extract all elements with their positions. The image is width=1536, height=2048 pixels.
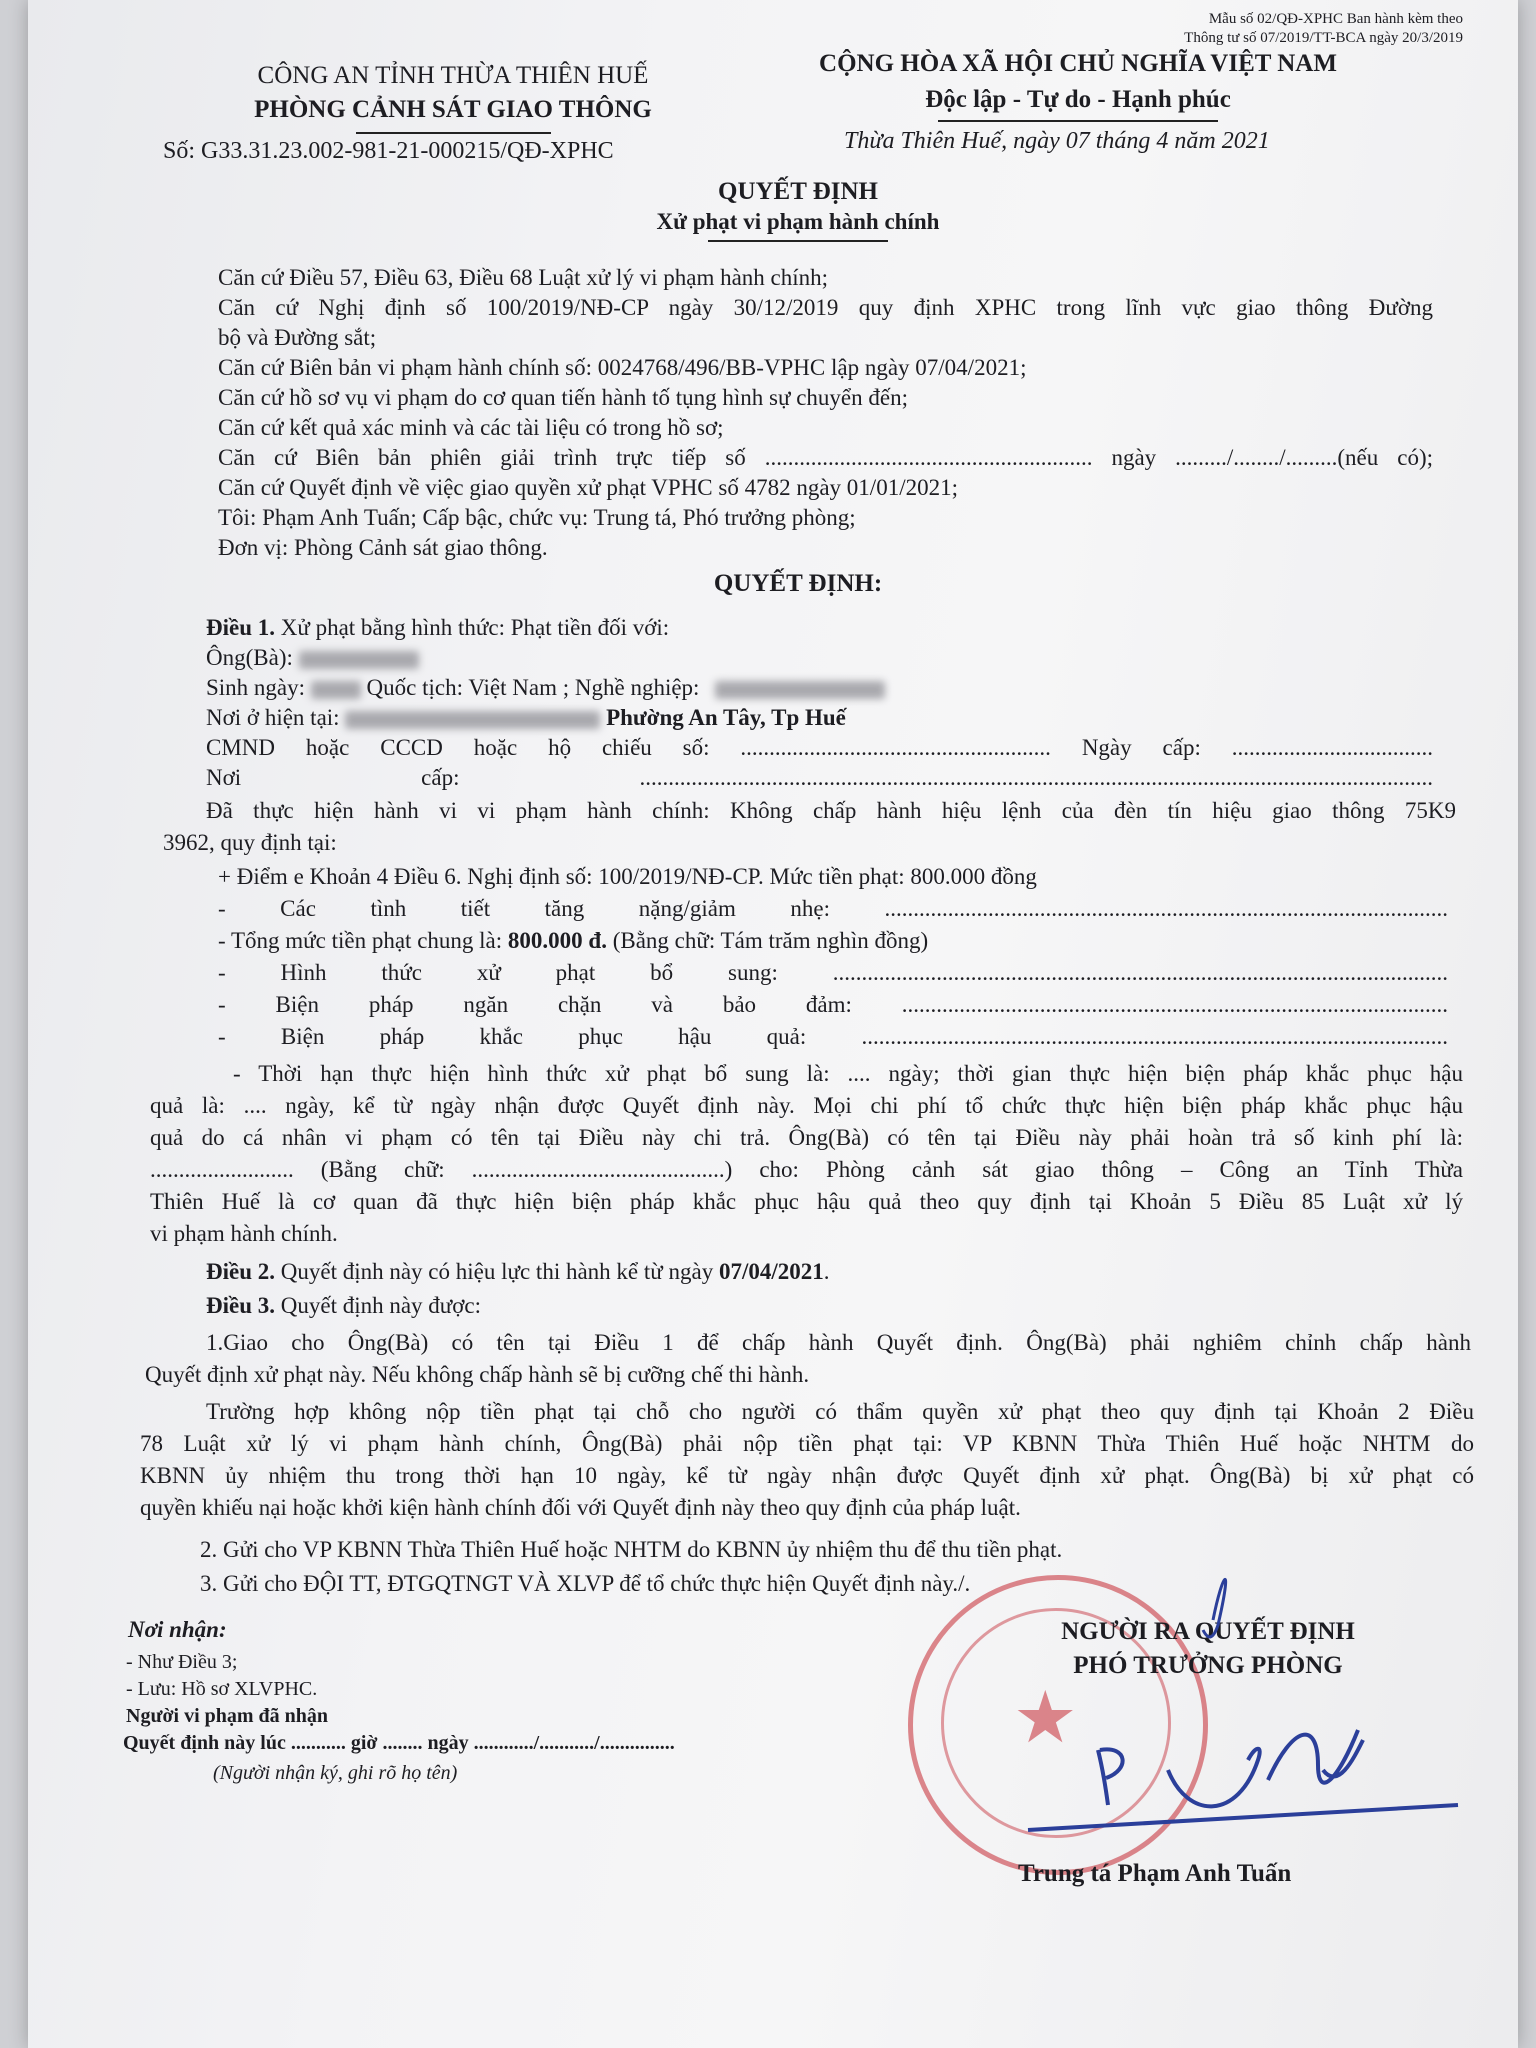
preamble-line-6: Căn cứ kết quả xác minh và các tài liệu có trong hồ sơ; [218, 415, 724, 440]
total-amount: 800.000 đ. [507, 928, 607, 953]
birth-label: Sinh ngày: [206, 675, 306, 700]
legal-clause: + Điểm e Khoản 4 Điều 6. Nghị định số: 100/2019/NĐ-CP. Mức tiền phạt: 800.000 đồng [218, 864, 1037, 889]
receipt-line-2 [123, 1732, 675, 1755]
form-note [1184, 10, 1463, 48]
article3-p2-line2: 78 Luật xử lý vi phạm hành chính, Ông(Bà) phải nộp tiền phạt tại: VP KBNN Thừa Thiên Huế hoặc NHTM do [140, 1431, 1474, 1456]
violation-line-1: Đã thực hiện hành vi vi phạm hành chính: Không chấp hành hiệu lệnh của đèn tín hiệu giao thông 75K9 [206, 798, 1456, 823]
signature [1018, 1530, 1478, 1850]
article3-p2-line1: Trường hợp không nộp tiền phạt tại chỗ cho người có thẩm quyền xử phạt theo quy định tại Khoản 2 Điều [206, 1399, 1474, 1424]
article3-p1-line2: Quyết định xử phạt này. Nếu không chấp hành sẽ bị cưỡng chế thi hành. [145, 1362, 810, 1387]
redacted-birthdate [311, 681, 361, 699]
article2-date: 07/04/2021 [718, 1259, 824, 1284]
preamble-line-5: Căn cứ hồ sơ vụ vi phạm do cơ quan tiến hành tố tụng hình sự chuyển đến; [218, 385, 908, 410]
circumstances-line: - Các tình tiết tăng nặng/giảm nhẹ: .................................................................................................. [218, 896, 1448, 921]
article3-intro [206, 1290, 481, 1321]
receipt-text: Quyết định này lúc ........... giờ ........ ngày ............/.........../............... [123, 1732, 675, 1754]
nationality-occupation: Quốc tịch: Việt Nam ; Nghề nghiệp: [366, 675, 700, 700]
issue-place-line: Nơi cấp: .......................................................................................................................................... [206, 765, 1433, 790]
department-name: PHÒNG CẢNH SÁT GIAO THÔNG [254, 96, 652, 123]
violator-name-line [206, 642, 419, 673]
total-fine-line [218, 925, 928, 956]
remedy-para-4: ......................... (Bằng chữ: ............................................) cho: Phòng cảnh sát giao thông – Công an Tỉnh Thừa [150, 1157, 1463, 1182]
birth-line [206, 672, 885, 703]
preamble-line-1: Căn cứ Điều 57, Điều 63, Điều 68 Luật xử lý vi phạm hành chính; [218, 265, 829, 290]
form-note-line2: Thông tư số 07/2019/TT-BCA ngày 20/3/2019 [1184, 30, 1463, 46]
signer-name: Trung tá Phạm Anh Tuấn [1018, 1860, 1292, 1887]
article1-intro [206, 612, 669, 643]
preamble-line-10: Đơn vị: Phòng Cảnh sát giao thông. [218, 535, 548, 560]
violation-line-2: 3962, quy định tại: [163, 830, 337, 855]
name-label: Ông(Bà): [206, 645, 293, 670]
seal-star-icon: ★ [1013, 1678, 1078, 1758]
agency-name: CÔNG AN TỈNH THỪA THIÊN HUẾ [257, 62, 649, 89]
preamble-line-4: Căn cứ Biên bản vi phạm hành chính số: 0024768/496/BB-VPHC lập ngày 07/04/2021; [218, 355, 1027, 380]
recipient-item-1: - Như Điều 3; [126, 1651, 238, 1673]
remedy-para-3: quả do cá nhân vi phạm có tên tại Điều này chi trả. Ông(Bà) có tên tại Điều này phải hoàn trả số kinh phí là: [150, 1125, 1463, 1150]
additional-penalty-line: - Hình thức xử phạt bổ sung: ........................................................................................................... [218, 960, 1448, 985]
article3-p2-line3: KBNN ủy nhiệm thu trong thời hạn 10 ngày, kể từ ngày nhận được Quyết định xử phạt. Ông(Bà) bị xử phạt có [140, 1463, 1474, 1488]
redacted-name [299, 651, 419, 669]
remedy-para-6: vi phạm hành chính. [150, 1221, 338, 1246]
article1-text: Xử phạt bằng hình thức: Phạt tiền đối với: [275, 615, 670, 640]
article2-end: . [823, 1259, 830, 1284]
motto: Độc lập - Tự do - Hạnh phúc [925, 86, 1231, 113]
total-suffix: (Bằng chữ: Tám trăm nghìn đồng) [606, 928, 929, 953]
place-date: Thừa Thiên Huế, ngày 07 tháng 4 năm 2021 [844, 128, 1270, 154]
article2 [206, 1256, 829, 1287]
decision-heading: QUYẾT ĐỊNH: [713, 570, 883, 597]
title-sub: Xử phạt vi phạm hành chính [656, 209, 940, 234]
article3-p1-line1: 1.Giao cho Ông(Bà) có tên tại Điều 1 để chấp hành Quyết định. Ông(Bà) phải nghiêm chỉnh chấp hành [206, 1330, 1471, 1355]
recipient-item-2: - Lưu: Hồ sơ XLVPHC. [126, 1678, 318, 1700]
receipt-line-1: Người vi phạm đã nhận [126, 1705, 329, 1727]
redacted-occupation [715, 681, 885, 699]
article3-label: Điều 3. [206, 1293, 275, 1318]
signer-position: PHÓ TRƯỞNG PHÒNG [1073, 1652, 1343, 1679]
motto-underline [938, 120, 1218, 122]
remedy-para-2: quả là: .... ngày, kể từ ngày nhận được Quyết định này. Mọi chi phí tổ chức thực hiện biện pháp khắc phục hậu [150, 1093, 1463, 1118]
title-underline [708, 240, 888, 242]
total-prefix: - Tổng mức tiền phạt chung là: [218, 928, 508, 953]
article3-p3: 2. Gửi cho VP KBNN Thừa Thiên Huế hoặc NHTM do KBNN ủy nhiệm thu để thu tiền phạt. [200, 1537, 1063, 1562]
article2-label: Điều 2. [206, 1259, 275, 1284]
article2-text: Quyết định này có hiệu lực thi hành kể từ ngày [275, 1259, 719, 1284]
document-page [28, 0, 1518, 2048]
remedy-para-1: - Thời hạn thực hiện hình thức xử phạt bổ sung là: .... ngày; thời gian thực hiện biện pháp khắc phục hậu [233, 1061, 1463, 1086]
remedy-para-5: Thiên Huế là cơ quan đã thực hiện biện pháp khắc phục hậu quả theo quy định tại Khoản 5 Điều 85 Luật xử lý [150, 1189, 1463, 1214]
department-underline [356, 132, 551, 134]
address-label: Nơi ở hiện tại: [206, 705, 340, 730]
article3-text: Quyết định này được: [275, 1293, 482, 1318]
id-line: CMND hoặc CCCD hoặc hộ chiếu số: ...................................................... Ngày cấp: ................................... [206, 735, 1433, 760]
preamble-line-8: Căn cứ Quyết định về việc giao quyền xử phạt VPHC số 4782 ngày 01/01/2021; [218, 475, 958, 500]
remedy-line: - Biện pháp khắc phục hậu quả: ...................................................................................................... [218, 1024, 1448, 1049]
redacted-address [345, 711, 600, 729]
document-number: Số: G33.31.23.002-981-21-000215/QĐ-XPHC [163, 138, 614, 164]
address-line [206, 702, 846, 733]
title-main: QUYẾT ĐỊNH [718, 178, 878, 205]
address-visible: Phường An Tây, Tp Huế [606, 705, 846, 730]
article3-p2-line4: quyền khiếu nại hoặc khởi kiện hành chính đối với Quyết định này theo quy định của pháp luật. [140, 1495, 1021, 1520]
preamble-line-2: Căn cứ Nghị định số 100/2019/NĐ-CP ngày 30/12/2019 quy định XPHC trong lĩnh vực giao thông Đường [218, 295, 1433, 320]
prevention-line: - Biện pháp ngăn chặn và bảo đảm: ............................................................................................... [218, 992, 1448, 1017]
preamble-line-3: bộ và Đường sắt; [218, 325, 377, 350]
preamble-line-7: Căn cứ Biên bản phiên giải trình trực tiếp số ......................................................... ngày ........./......../.........(nếu có); [218, 445, 1433, 470]
preamble-line-9: Tôi: Phạm Anh Tuấn; Cấp bậc, chức vụ: Trung tá, Phó trưởng phòng; [218, 505, 856, 530]
form-note-line1: Mẫu số 02/QĐ-XPHC Ban hành kèm theo [1208, 11, 1463, 27]
article1-label: Điều 1. [206, 615, 275, 640]
recipients-title: Nơi nhận: [128, 1617, 227, 1642]
signer-role: NGƯỜI RA QUYẾT ĐỊNH [1061, 1618, 1355, 1645]
article3-p4: 3. Gửi cho ĐỘI TT, ĐTGQTNGT VÀ XLVP để tổ chức thực hiện Quyết định này./. [200, 1571, 971, 1596]
country-name: CỘNG HÒA XÃ HỘI CHỦ NGHĨA VIỆT NAM [819, 50, 1337, 77]
receipt-note: (Người nhận ký, ghi rõ họ tên) [213, 1762, 458, 1784]
